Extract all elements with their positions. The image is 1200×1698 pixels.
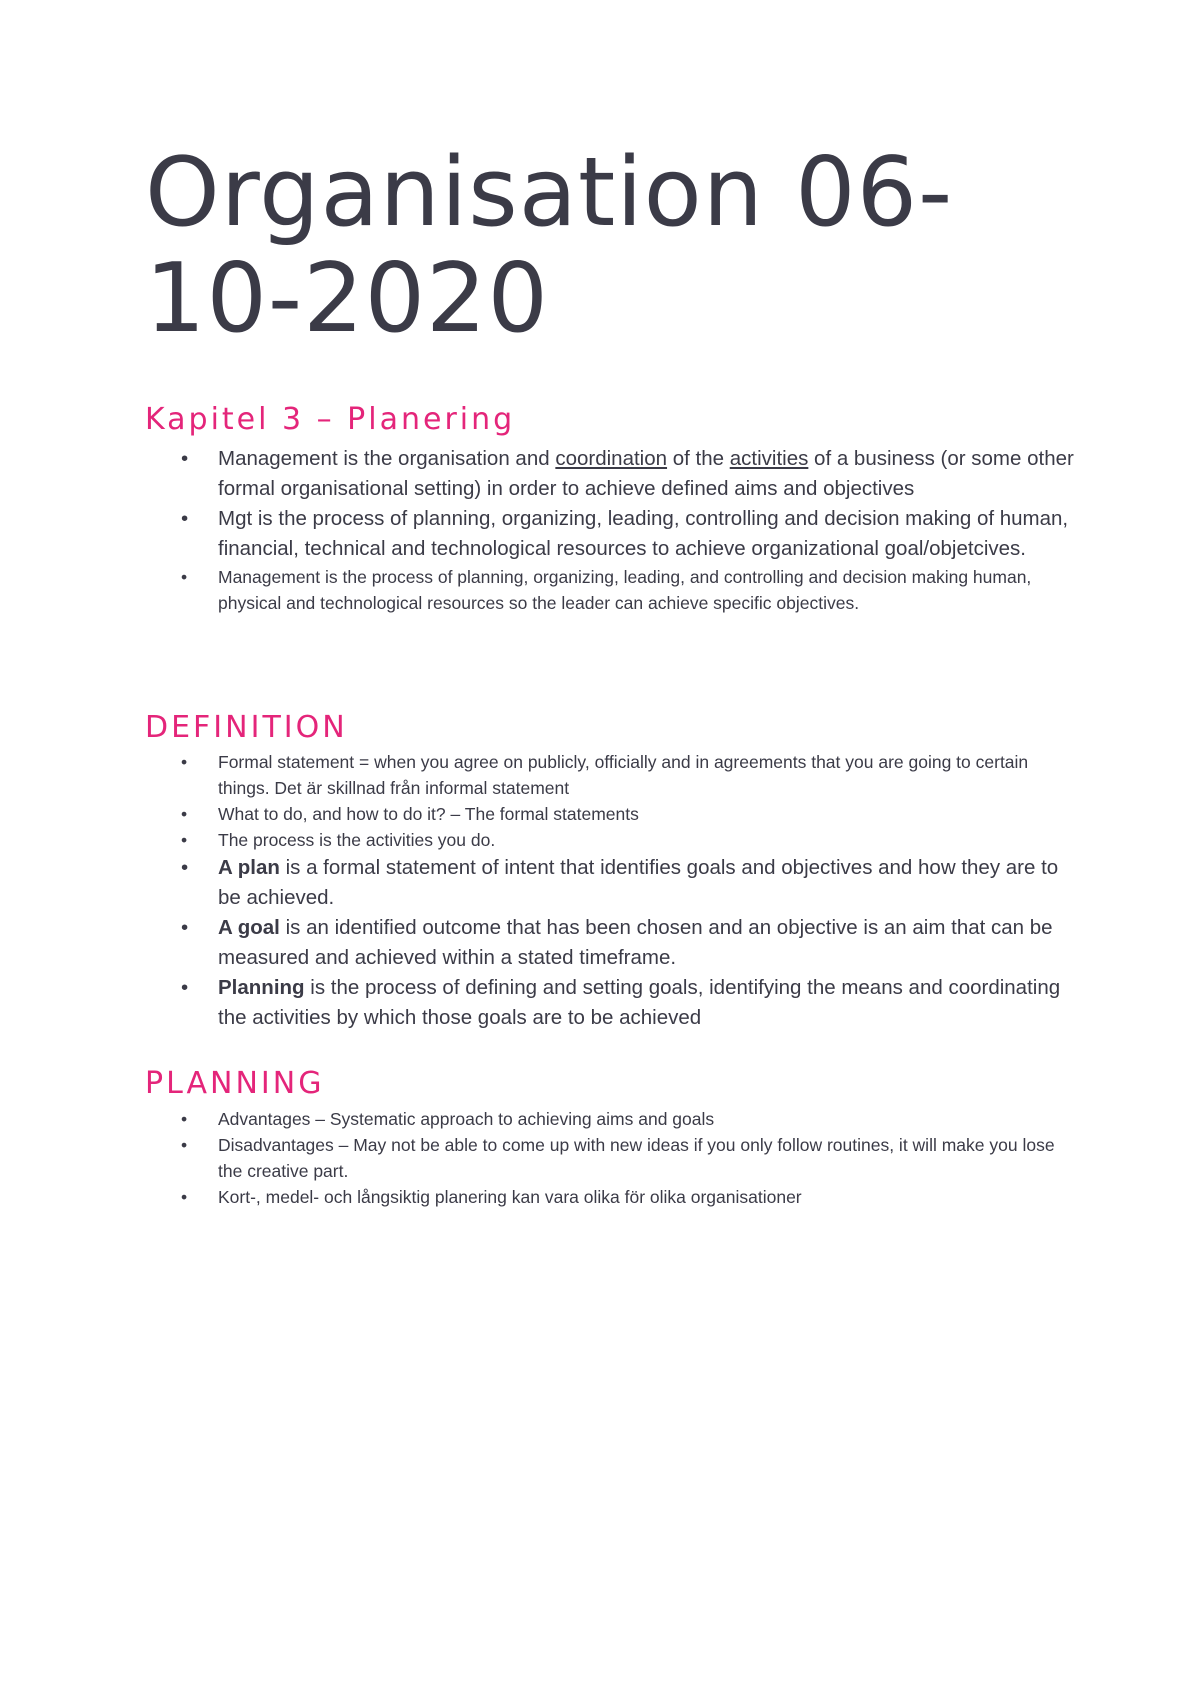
bullet-icon: •: [181, 830, 188, 850]
list-item: • Advantages – Systematic approach to achieving aims and goals: [145, 1106, 1075, 1132]
underlined-term: activities: [729, 447, 809, 470]
list-item: • Disadvantages – May not be able to come up with new ideas if you only follow routines, it will make you lose the creative part.: [145, 1132, 1075, 1184]
list-item: • Management is the process of planning, organizing, leading, and controlling and decision making human, physical and technological resources so the leader can achieve specific objectives.: [145, 564, 1075, 616]
list-item: • A goal is an identified outcome that has been chosen and an objective is an aim that can be measured and achieved within a stated timeframe.: [145, 913, 1075, 973]
bullet-icon: •: [181, 804, 188, 824]
section-heading-planning: PLANNING: [145, 1066, 325, 1101]
section-heading-definition: DEFINITION: [145, 710, 348, 745]
bullet-icon: •: [181, 567, 188, 587]
bullet-icon: •: [181, 856, 189, 879]
underlined-term: coordination: [555, 447, 668, 470]
bullet-icon: •: [181, 916, 189, 939]
bullet-icon: •: [181, 447, 189, 470]
list-item: • Formal statement = when you agree on publicly, officially and in agreements that you are going to certain things. Det är skillnad från informal statement: [145, 749, 1075, 801]
list-item: • Kort-, medel- och långsiktig planering kan vara olika för olika organisationer: [145, 1184, 1075, 1210]
list-item: • A plan is a formal statement of intent that identifies goals and objectives and how they are to be achieved.: [145, 853, 1075, 913]
bullet-icon: •: [181, 752, 188, 772]
bullet-icon: •: [181, 1109, 188, 1129]
list-item: • What to do, and how to do it? – The formal statements: [145, 801, 1075, 827]
list-item: • Management is the organisation and coordination of the activities of a business (or some other formal organisational setting) in order to achieve defined aims and objectives: [145, 444, 1075, 504]
list-item: • Mgt is the process of planning, organizing, leading, controlling and decision making of human, financial, technical and technological resources to achieve organizational goal/objetcives.: [145, 504, 1075, 564]
section-heading-kapitel-3: Kapitel 3 – Planering: [145, 402, 516, 437]
bullet-icon: •: [181, 1187, 188, 1207]
bullet-icon: •: [181, 1135, 188, 1155]
definition-list: [145, 749, 1075, 1033]
planning-list: [145, 1106, 1075, 1210]
kapitel-3-list: [145, 444, 1075, 616]
list-item: • The process is the activities you do.: [145, 827, 1075, 853]
bullet-icon: •: [181, 976, 189, 999]
page-title: Organisation 06-10-2020: [145, 138, 954, 354]
bullet-icon: •: [181, 507, 189, 530]
list-item: • Planning is the process of defining and setting goals, identifying the means and coordinating the activities by which those goals are to be achieved: [145, 973, 1075, 1033]
